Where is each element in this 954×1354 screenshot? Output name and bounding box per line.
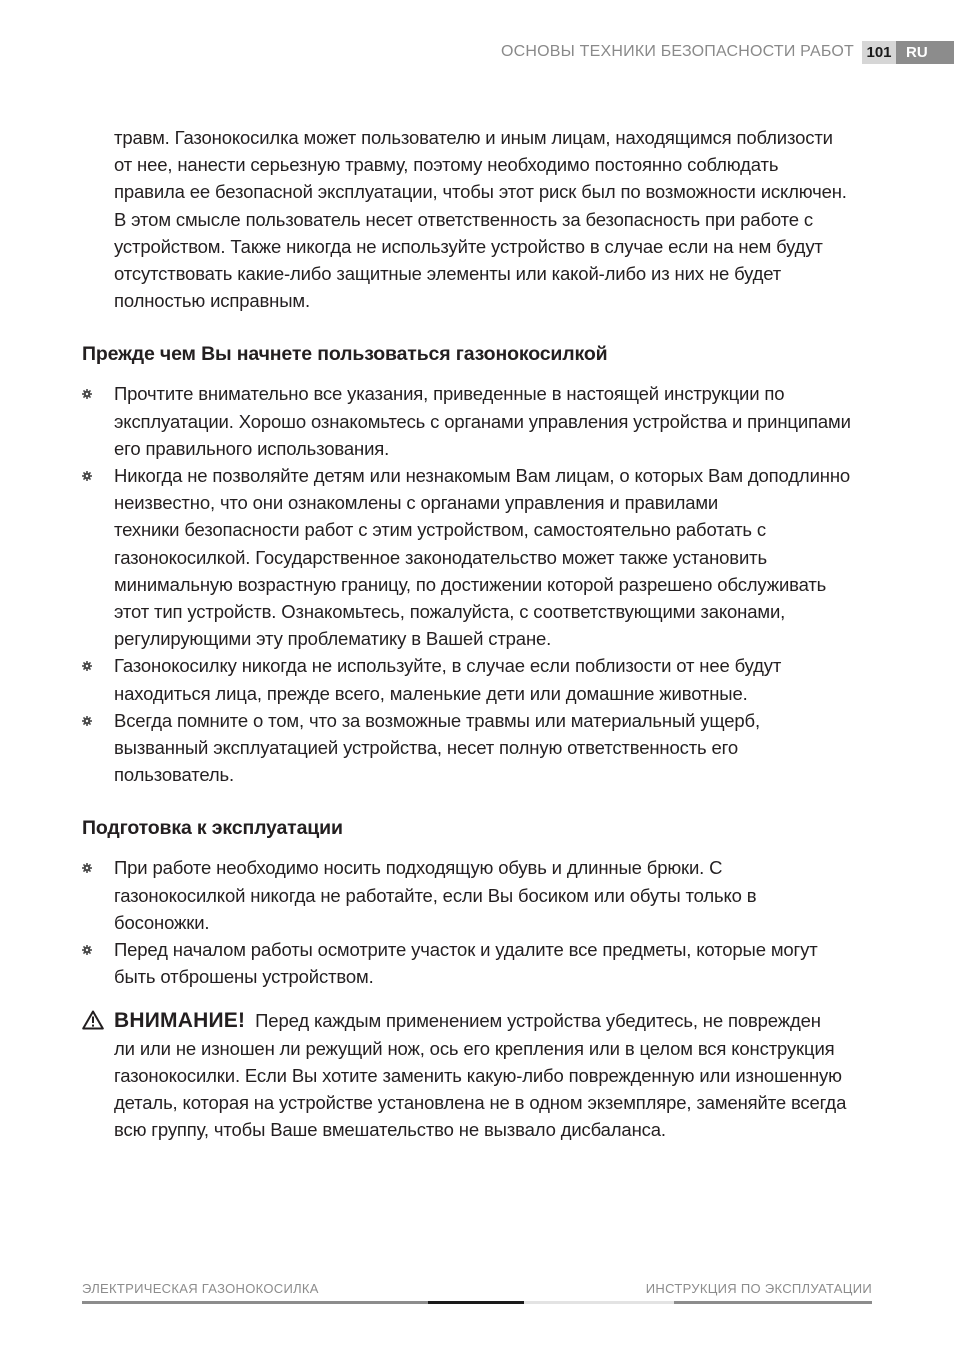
text-line: босоножки. — [114, 911, 210, 933]
page-number: 101 — [862, 41, 896, 64]
text-line: Перед началом работы осмотрите участок и удалите все предметы, которые могут — [114, 939, 818, 961]
footer-rule-right — [674, 1301, 872, 1304]
warning-block — [82, 1007, 878, 1143]
text-line: Всегда помните о том, что за возможные травмы или материальный ущерб, — [114, 709, 760, 731]
text-line: В этом смысле пользователь несет ответственность за безопасность при работе с — [114, 208, 813, 230]
footer-rule-left — [82, 1301, 428, 1304]
section-heading-preparation: Подготовка к эксплуатации — [82, 817, 343, 840]
text-line: всю группу, чтобы Ваше вмешательство не вызвало дисбаланса. — [114, 1119, 666, 1141]
text-line: Прочтите внимательно все указания, приведенные в настоящей инструкции по — [114, 383, 785, 405]
text-line: эксплуатации. Хорошо ознакомьтесь с органами управления устройства и принципами — [114, 410, 851, 432]
text-line: неизвестно, что они ознакомлены с органами управления и правилами — [114, 492, 719, 514]
text-line: отсутствовать какие-либо защитные элементы или какой-либо из них не будет — [114, 263, 782, 285]
gear-bullet-icon — [82, 661, 92, 671]
gear-bullet-icon — [82, 863, 92, 873]
text-line: травм. Газонокосилка может пользователю и иным лицам, находящимся поблизости — [114, 127, 833, 148]
section-heading-before-use: Прежде чем Вы начнете пользоваться газонокосилкой — [82, 343, 608, 366]
text-line: техники безопасности работ с этим устройством, самостоятельно работать с — [114, 519, 766, 541]
text-line: Перед каждым применением устройства убедитесь, не поврежден — [255, 1010, 821, 1032]
text-line: пользователь. — [114, 764, 234, 786]
text-line: регулирующими эту проблематику в Вашей стране. — [114, 628, 552, 650]
text-line: вызванный эксплуатацией устройства, несет полную ответственность его — [114, 737, 738, 759]
gear-bullet-icon — [82, 945, 92, 955]
footer-product-name: ЭЛЕКТРИЧЕСКАЯ ГАЗОНОКОСИЛКА — [82, 1281, 319, 1296]
text-line: правила ее безопасной эксплуатации, чтобы этот риск был по возможности исключен. — [114, 181, 847, 203]
footer-rule-mid — [524, 1301, 674, 1304]
list-item — [82, 462, 878, 652]
footer-manual-title: ИНСТРУКЦИЯ ПО ЭКСПЛУАТАЦИИ — [645, 1281, 872, 1296]
text-line: Газонокосилку никогда не используйте, в случае если поблизости от нее будут — [114, 655, 782, 677]
list-item — [82, 652, 878, 706]
text-line: Никогда не позволяйте детям или незнакомым Вам лицам, о которых Вам доподлинно — [114, 465, 851, 487]
gear-bullet-icon — [82, 716, 92, 726]
text-line: от нее, нанести серьезную травму, поэтому необходимо постоянно соблюдать — [114, 154, 779, 176]
running-header-title: ОСНОВЫ ТЕХНИКИ БЕЗОПАСНОСТИ РАБОТ — [501, 43, 854, 60]
text-line: полностью исправным. — [114, 290, 310, 312]
text-line: находиться лица, прежде всего, маленькие дети или домашние животные. — [114, 682, 748, 704]
list-item — [82, 707, 878, 789]
text-line: этот тип устройств. Ознакомьтесь, пожалуйста, с соответствующими законами, — [114, 601, 786, 623]
warning-triangle-icon — [82, 1010, 104, 1030]
text-line: газонокосилкой никогда не работайте, если Вы босиком или обуты только в — [114, 884, 757, 906]
text-line: минимальную возрастную границу, по достижении которой разрешено обслуживать — [114, 573, 827, 595]
text-line: ли или не изношен ли режущий нож, ось его крепления или в целом вся конструкция — [114, 1037, 835, 1059]
text-line: При работе необходимо носить подходящую обувь и длинные брюки. С — [114, 857, 723, 879]
text-line: газонокосилкой. Государственное законодательство может также установить — [114, 546, 767, 568]
text-line: газонокосилки. Если Вы хотите заменить какую-либо поврежденную или изношенную — [114, 1064, 842, 1086]
gear-bullet-icon — [82, 471, 92, 481]
main-content — [82, 124, 878, 1144]
text-line: деталь, которая на устройстве установлена не в одном экземпляре, заменяйте всегда — [114, 1092, 847, 1114]
text-line: его правильного использования. — [114, 437, 390, 459]
list-item — [82, 936, 878, 990]
gear-bullet-icon — [82, 389, 92, 399]
intro-paragraph — [114, 124, 878, 314]
language-badge: RU — [896, 41, 954, 64]
bullet-list-preparation — [82, 854, 878, 990]
text-line: быть отброшены устройством. — [114, 966, 374, 988]
text-line: устройством. Также никогда не используйте устройство в случае если на нем будут — [114, 235, 823, 257]
bullet-list-before-use — [82, 380, 878, 788]
footer-rule-center — [428, 1301, 524, 1304]
warning-label: ВНИМАНИЕ! — [114, 1009, 246, 1033]
list-item — [82, 854, 878, 936]
list-item — [82, 380, 878, 462]
